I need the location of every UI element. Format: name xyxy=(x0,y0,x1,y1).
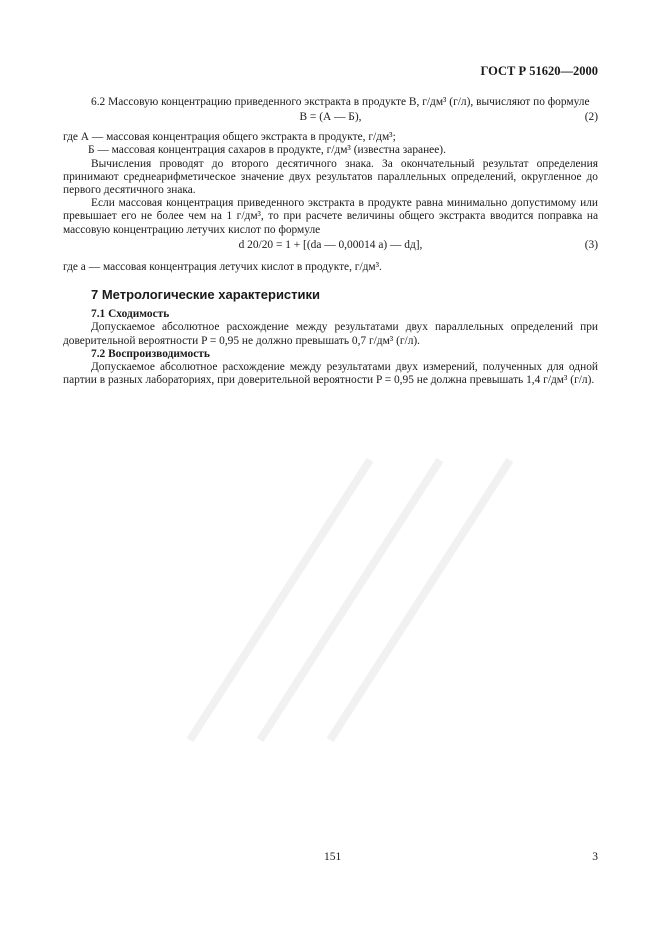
formula-2: В = (А — Б), xyxy=(299,111,362,124)
formula-3-row xyxy=(63,239,598,259)
where-c: где a — массовая концентрация летучих кислот в продукте, г/дм³. xyxy=(63,260,382,273)
section-7-1-text: Допускаемое абсолютное расхождение между результатами двух параллельных определений при доверительной вероятности P = 0,95 не должно превышать 0,7 г/дм³ (г/л). xyxy=(63,321,598,347)
paragraph-correction: Если массовая концентрация приведенного экстракта в продукте равна минимально допустимому или превышает его не более чем на 1 г/дм³, то при расчете величины общего экстракта вводится поправка на массовую концентрацию летучих кислот по формуле xyxy=(63,197,598,236)
page-number-right: 3 xyxy=(592,851,598,863)
formula-3: d 20/20 = 1 + [(dа — 0,00014 a) — dд], xyxy=(238,238,423,251)
where-b: Б — массовая концентрация сахаров в продукте, г/дм³ (известна заранее). xyxy=(88,144,446,157)
section-7-title: 7 Метрологические характеристики xyxy=(91,287,321,303)
where-a: где А — массовая концентрация общего экстракта в продукте, г/дм³; xyxy=(63,131,396,144)
document-id: ГОСТ Р 51620—2000 xyxy=(480,64,598,78)
section-7-2-title: 7.2 Воспроизводимость xyxy=(91,347,210,360)
background-watermark xyxy=(170,440,550,760)
section-7-2-text: Допускаемое абсолютное расхождение между результатами двух измерений, полученных для одной партии в разных лабораториях, при доверительной вероятности P = 0,95 не должна превышать 1,4 г/дм³ (г/л). xyxy=(63,361,598,387)
paragraph-6-2: 6.2 Массовую концентрацию приведенного экстракта в продукте В, г/дм³ (г/л), вычисляют по формуле xyxy=(91,96,590,108)
formula-3-number: (3) xyxy=(584,238,598,251)
section-7-1-title: 7.1 Сходимость xyxy=(91,308,170,321)
formula-2-number: (2) xyxy=(584,111,598,124)
body-text xyxy=(63,96,598,387)
paragraph-rounding: Вычисления проводят до второго десятичного знака. За окончательный результат определения принимают среднеарифметическое значение двух результатов параллельных определений, округленное до первого десятичного знака. xyxy=(63,157,598,197)
page-number-center: 151 xyxy=(324,851,342,863)
formula-2-row xyxy=(63,111,598,129)
